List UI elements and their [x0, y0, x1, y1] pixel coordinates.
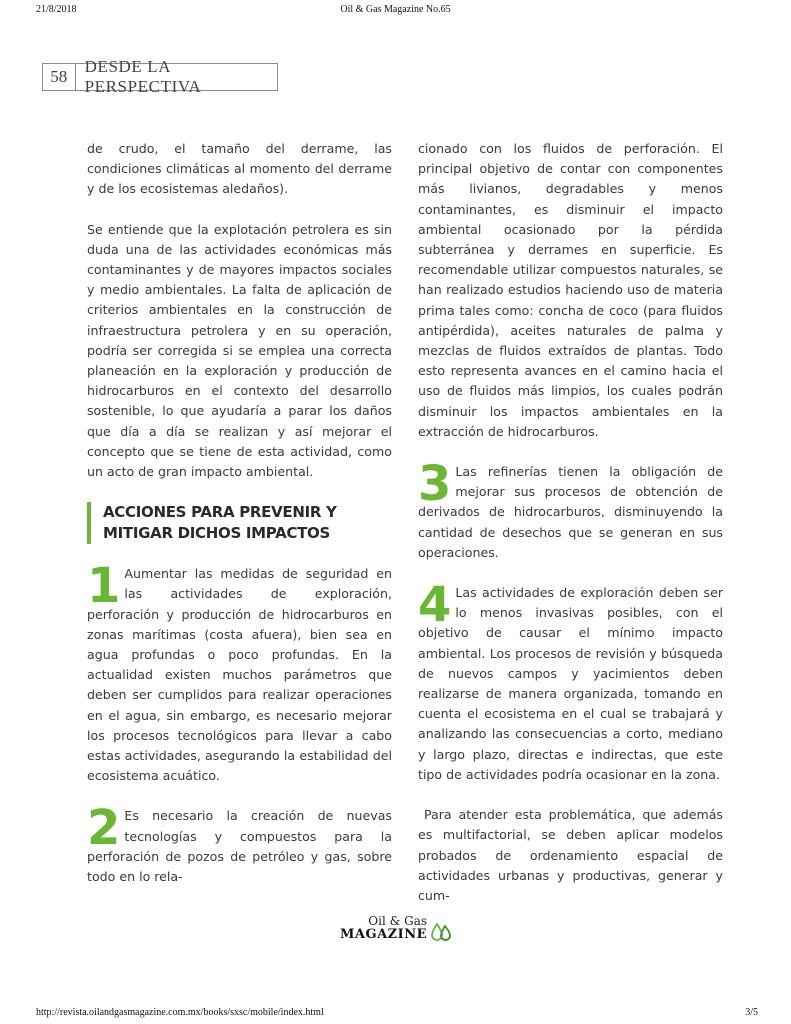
- section-title: DESDE LA PERSPECTIVA: [84, 57, 202, 96]
- item-number: 4: [418, 577, 452, 634]
- print-date: 21/8/2018: [36, 4, 77, 15]
- logo-line1: Oil & Gas: [368, 914, 428, 928]
- item-number: 3: [418, 456, 452, 513]
- oil-drops-icon: [430, 922, 452, 942]
- right-column: [418, 139, 723, 926]
- item-text: Aumentar las medidas de seguridad en las actividades de exploración, perforación y producción de hidrocarburos en zonas marítimas (costa afuera), bien sea en agua profundas o poco profundas. En la actualidad existen muchos parámetros que deben ser cumplidos para realizar operaciones en el agua, sin embargo, es necesario mejorar los procesos tecnológicos para llevar a cabo estas actividades, asegurando la estabilidad del ecosistema acuático.: [87, 566, 392, 784]
- paragraph: Se entiende que la explotación petrolera es sin duda una de las actividades económicas más contaminantes y de mayores impactos sociales y medio ambientales. La falta de aplicación de criterios ambientales en la construcción de infraestructura petrolera y en su operación, podría ser corregida si se emplea una correcta planeación en la exploración y producción de hidrocarburos en el contexto del desarrollo sostenible, lo que ayudaría a parar los daños que día a día se realizan y así mejorar el concepto que se tiene de esta actividad, como un acto de gran impacto ambiental.: [87, 221, 392, 480]
- item-number: 1: [87, 558, 121, 615]
- paragraph: Para atender esta problemática, que además es multifactorial, se deben aplicar modelos probados de ordenamiento espacial de actividades urbanas y productivas, generar y cum-: [418, 807, 723, 903]
- logo-line2: MAGAZINE: [340, 927, 428, 942]
- item-text: Es necesario la creación de nuevas tecnologías y compuestos para la perforación de pozos de petróleo y gas, sobre todo en lo rela-: [87, 808, 392, 885]
- numbered-item: [87, 558, 392, 786]
- item-text: Las refinerías tienen la obligación de mejorar sus procesos de obtención de derivados de hidrocarburos, disminuyendo la cantidad de desechos que se generan en sus operaciones.: [418, 464, 723, 560]
- item-number: 2: [87, 800, 121, 857]
- section-header: [42, 57, 278, 96]
- item-text: Las actividades de exploración deben ser lo menos invasivas posibles, con el objetivo de causar el mínimo impacto ambiental. Los procesos de revisión y búsqueda de nuevos campos y yacimientos deben realizarse de manera organizada, tomando en cuenta el ecosistema en el cual se trabajará y analizando las consecuencias a corto, mediano y largo plazo, directas e indirectas, que este tipo de actividades podría ocasionar en la zona.: [418, 585, 723, 782]
- print-title: Oil & Gas Magazine No.65: [340, 4, 451, 15]
- section-heading: ACCIONES PARA PREVENIR Y MITIGAR DICHOS IMPACTOS: [87, 502, 392, 544]
- numbered-item: [418, 577, 723, 785]
- numbered-item: [418, 456, 723, 563]
- page-number: 58: [43, 64, 76, 90]
- paragraph: cionado con los fluidos de perforación. El principal objetivo de contar con componentes más livianos, degradables y menos contaminantes, es disminuir el impacto ambiental ocasionado por la pérdida subterránea y derrames en superficie. Es recomendable utilizar compuestos naturales, se han realizado estudios haciendo uso de materia prima tales como: concha de coco (para fluidos antipérdida), aceites naturales de palma y mezclas de fluidos extraídos de plantas. Todo esto representa avances en el camino hacia el uso de fluidos más limpios, los cuales podrán disminuir los impactos ambientales en la extracción de hidrocarburos.: [418, 141, 723, 439]
- print-page: 3/5: [745, 1007, 758, 1018]
- print-url: http://revista.oilandgasmagazine.com.mx/books/sxsc/mobile/index.html: [36, 1007, 324, 1018]
- magazine-logo: [340, 915, 452, 942]
- paragraph: de crudo, el tamaño del derrame, las condiciones climáticas al momento del derrame y de los ecosistemas aledaños).: [87, 141, 392, 197]
- numbered-item: [87, 800, 392, 887]
- left-column: [87, 139, 392, 907]
